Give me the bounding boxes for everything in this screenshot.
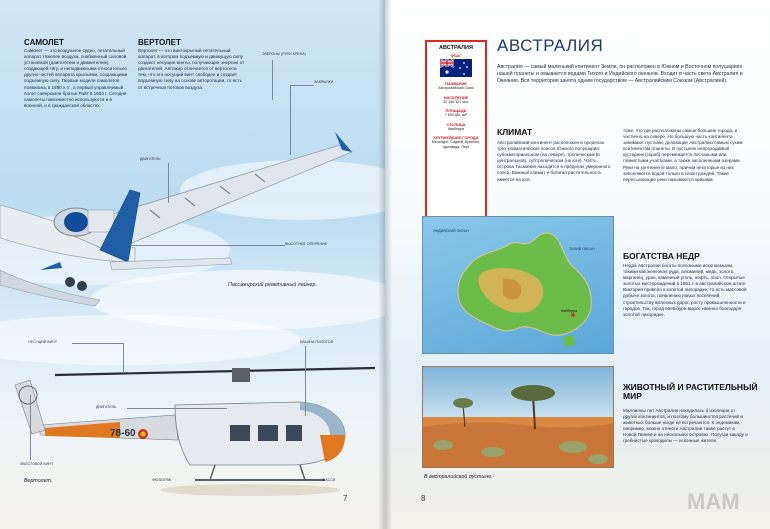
map-label-indian-ocean: ИНДИЙСКИЙ ОКЕАН: [433, 229, 469, 233]
intro-paragraph: Австралия — самый маленький континент Земли, он расположен в Южном и Восточном полушариях нашей планеты и омывается водами Тихого и Индийского океанов. Входит в часть света Австралия и Океания. Вся территория занята одним государством — Австралийским Союзом (Австралией).: [497, 64, 743, 84]
callout-heli-engine: ДВИГАТЕЛЬ: [96, 405, 117, 409]
callout-engine: ДВИГАТЕЛЬ: [140, 157, 161, 161]
helicopter-number: 78-60: [110, 428, 136, 439]
airplane-caption: Пассажирский реактивный лайнер.: [228, 282, 317, 288]
callout-leader: [272, 60, 273, 100]
factbox-title: АВСТРАЛИЯ: [439, 45, 473, 51]
climate-continued-paragraph: тоже, что где расположены самые большие города, и частично на севере. Но большую часть континента занимают пустыни, делающие Австралию самым сухим континентом планеты. В пустынях непроходимый кустарник (скраб) перемежается песчаными или глинистыми участками, а также засоленными озерами. Реки на континенте мало, причем некоторые из них заполняются водой только в сезон дождей. Такие пересыхающие реки называются криками.: [623, 128, 743, 182]
book-gutter: [378, 0, 392, 529]
callout-main-rotor: НЕСУЩИЙ ВИНТ: [28, 340, 58, 344]
area-value: 7 659 861 км²: [444, 113, 468, 118]
australia-flag-icon: [440, 59, 472, 77]
callout-ailerons: ЭЛЕРОНЫ (РУЛИ КРЕНА): [262, 52, 306, 56]
right-page: [385, 0, 770, 529]
airplane-heading: САМОЛЕТ: [24, 38, 64, 47]
capital-label: СТОЛИЦА: [446, 121, 466, 127]
cities-label: КРУПНЕЙШИЕ ГОРОДА: [433, 135, 479, 141]
name-value: Австралийский Союз: [438, 86, 474, 90]
callout-leader: [168, 163, 169, 203]
map-label-pacific-ocean: ТИХИЙ ОКЕАН: [569, 247, 595, 251]
right-page-number: 8: [421, 494, 426, 503]
name-label: НАЗВАНИЕ: [445, 81, 467, 86]
climate-heading: КЛИМАТ: [497, 127, 533, 137]
flag-label: ФЛАГ: [450, 53, 462, 58]
watermark: МАМ: [687, 489, 740, 514]
climate-paragraph: Австралийский континент расположен в пределах трех климатических поясов Южного полушария: субэкваториальном (на севере), тропическом (в центральной), субтропическом (на юге). Часть острова Тасмания находится в пределах умеренного пояса. Важный климат и богатая растительность имеется на юге.: [497, 140, 611, 182]
desert-photo: [422, 366, 614, 468]
callout-leader: [130, 245, 285, 246]
cities-value: Мельбурн, Сидней, Брисбен, Аделаида, Перт: [431, 140, 481, 149]
callout-tail: ВЫСОТНОЕ ОПЕРЕНИЕ: [285, 242, 328, 246]
helicopter-heading: ВЕРТОЛЕТ: [138, 38, 181, 47]
helicopter-illustration: [0, 330, 385, 529]
wildlife-paragraph: Миллионы лет Австралия находилась в изоляции от других континентов, и поэтому большинство растений и животных больше нигде не встречаются. К эндемикам, например, можно отнести Австралии также растут в Новой Гвинее и на нескольких островах. Попугаи какаду и гребнистые крокодилы — исконные жители: [623, 408, 748, 444]
callout-leader: [72, 343, 124, 373]
desert-caption: В австралийской пустыне.: [424, 474, 493, 480]
airplane-paragraph: Самолет — это воздушное судно, летательный аппарат тяжелее воздуха, снабженный силовой установкой (двигателем и движителем), создающей тягу, и неподвижными относительно других частей аппарата крыльями, создающими подъемную силу. Первые модели самолетов появились в 1890 х гг., а первый управляемый полет совершили братья Райт в 1903 г. Сегодня самолеты повсеместно используются и в военной, и в гражданской областях.: [24, 48, 128, 108]
country-factbox: [425, 40, 487, 235]
population-label: НАСЕЛЕНИЕ: [443, 94, 469, 100]
callout-fuselage: ФЮЗЕЛЯЖ: [152, 478, 172, 482]
page-title: АВСТРАЛИЯ: [497, 36, 604, 55]
area-label: ПЛОЩАДЬ: [445, 108, 467, 114]
wildlife-heading: ЖИВОТНЫЙ И РАСТИТЕЛЬНЫЙ МИР: [623, 382, 758, 401]
callout-skids: ШАССИ: [322, 478, 336, 482]
helicopter-text-block: [138, 38, 246, 91]
helicopter-paragraph: Вертолет — это винтокрылый летательный аппарат, в котором подъемную и движущую силу создают несущие винты, получающие энергию от двигателей. Автожир отличается от вертолета тем, что его несущий винт свободен и создает подъемную силу на основе авторотации, то есть от встречных потоков воздуха.: [138, 48, 245, 90]
callout-leader: [305, 346, 306, 416]
callout-leader: [127, 408, 227, 409]
callout-cockpit: КАБИНА ПИЛОТОВ: [300, 340, 333, 344]
capital-value: Канберра: [447, 126, 465, 131]
callout-flaps: ЗАКРЫЛКИ: [314, 80, 334, 84]
callout-leader: [290, 85, 314, 155]
airplane-text-block: [24, 38, 132, 109]
resources-heading: БОГАТСТВА НЕДР: [623, 251, 700, 261]
australia-map: [422, 216, 614, 354]
map-label-canberra: Канберра: [561, 309, 578, 313]
left-page-number: 7: [343, 494, 348, 503]
callout-tail-rotor: ХВОСТОВОЙ ВИНТ: [20, 462, 54, 466]
callout-leader: [30, 395, 31, 460]
resources-paragraph: Недра Австралии богаты полезными ископаемыми, такими как железная руда, алюминий, медь, золото, марганец, уран, каменный уголь, нефть, опал. Открытые золотых месторождений в 1851 г. в австралийском штате Виктория привело к золотой лихорадке, то есть массовой добыче золота, появлению новых поселений, строительству железных дорог, росту промышленности и городов. Так, город Мельбурн вырос именно благодаря золотой лихорадке.: [623, 263, 747, 317]
population-value: 25 146 321 чел.: [443, 99, 469, 104]
helicopter-caption: Вертолет.: [24, 478, 53, 484]
capital-marker-icon: [571, 313, 575, 317]
